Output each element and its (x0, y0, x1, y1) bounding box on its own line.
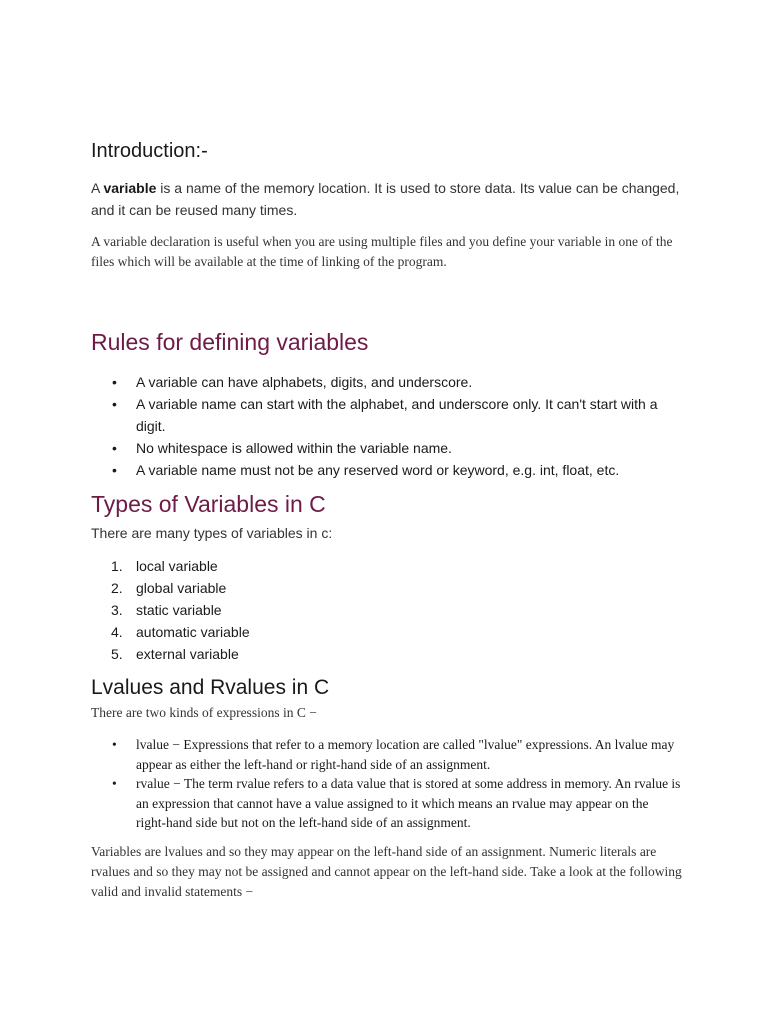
types-list-item (91, 555, 681, 577)
rules-list-item (91, 437, 681, 459)
intro-paragraph (91, 177, 691, 221)
intro-heading: Introduction:- (91, 140, 208, 162)
list-number: 2. (111, 580, 123, 596)
list-number: 4. (111, 624, 123, 640)
bullet-icon: • (112, 462, 117, 478)
list-number: 1. (111, 558, 123, 574)
rules-item-text: A variable name must not be any reserved word or keyword, e.g. int, float, etc. (136, 462, 620, 478)
types-list-item (91, 577, 681, 599)
rules-item-text: A variable can have alphabets, digits, and underscore. (136, 374, 473, 390)
intro-paragraph-prefix: A (91, 180, 104, 196)
types-item-label: local variable (136, 558, 218, 574)
types-list (91, 555, 681, 665)
bullet-icon: • (112, 440, 117, 456)
types-list-item (91, 599, 681, 621)
bullet-icon: • (112, 737, 117, 752)
types-item-label: automatic variable (136, 624, 250, 640)
types-heading: Types of Variables in C (91, 491, 326, 517)
intro-paragraph-bold-term: variable (103, 180, 157, 196)
rules-list-item (91, 393, 681, 437)
rules-list-item (91, 371, 681, 393)
lvalues-intro: There are two kinds of expressions in C − (91, 705, 317, 720)
types-item-label: external variable (136, 646, 239, 662)
lvalues-closing-paragraph: Variables are lvalues and so they may appear on the left-hand side of an assignment. Numeric literals are rvalues and so they may not be assigned and cannot appear on the left-hand side. Take a look at the following valid and invalid statements − (91, 844, 682, 899)
list-number: 5. (111, 646, 123, 662)
types-intro: There are many types of variables in c: (91, 525, 333, 541)
rules-heading: Rules for defining variables (91, 329, 369, 355)
lvalues-list-item (91, 735, 681, 774)
rvalue-text: rvalue − The term rvalue refers to a data value that is stored at some address in memory. An rvalue is an expression that cannot have a value assigned to it which means an rvalue may appear on the right-hand side but not on the left-hand side of an assignment. (136, 776, 681, 830)
types-list-item (91, 621, 681, 643)
list-number: 3. (111, 602, 123, 618)
rules-list-item (91, 459, 681, 481)
rules-list (91, 371, 681, 481)
lvalues-list-item (91, 774, 681, 833)
lvalues-heading: Lvalues and Rvalues in C (91, 676, 330, 699)
types-item-label: static variable (136, 602, 222, 618)
lvalue-text: lvalue − Expressions that refer to a memory location are called "lvalue" expressions. An lvalue may appear as either the left-hand or right-hand side of an assignment. (136, 737, 675, 772)
types-item-label: global variable (136, 580, 227, 596)
intro-declaration-paragraph: A variable declaration is useful when you are using multiple files and you define your variable in one of the files which will be available at the time of linking of the program. (91, 234, 673, 269)
bullet-icon: • (112, 396, 117, 412)
lvalues-list (91, 735, 681, 833)
types-list-item (91, 643, 681, 665)
bullet-icon: • (112, 776, 117, 791)
rules-item-text: A variable name can start with the alphabet, and underscore only. It can't start with a digit. (136, 396, 658, 434)
bullet-icon: • (112, 374, 117, 390)
intro-paragraph-rest: is a name of the memory location. It is used to store data. Its value can be changed, and it can be reused many times. (91, 180, 680, 218)
rules-item-text: No whitespace is allowed within the variable name. (136, 440, 452, 456)
